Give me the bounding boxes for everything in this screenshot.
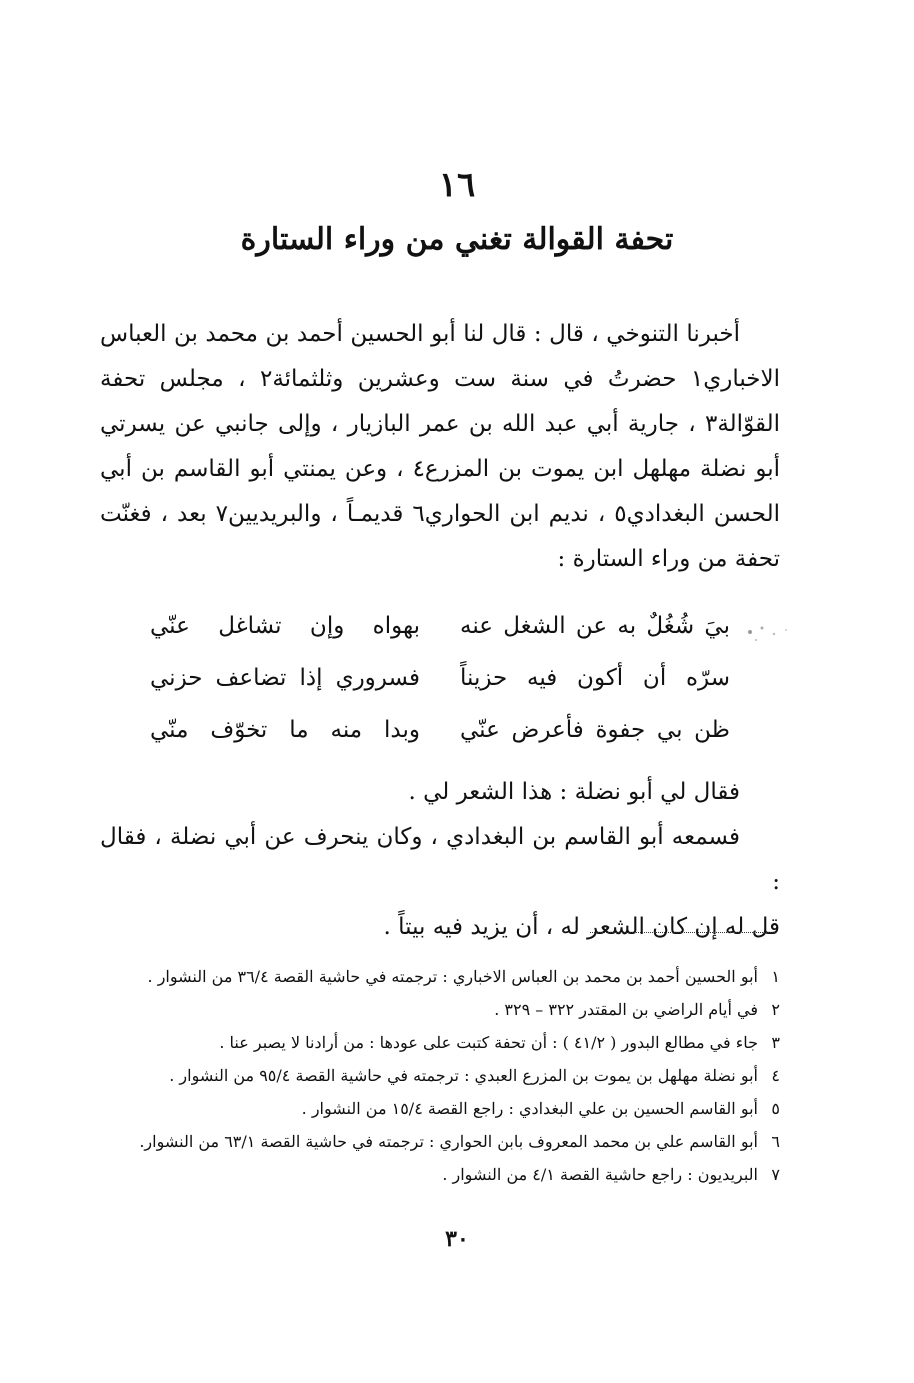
after-poem-line-2: فسمعه أبو القاسم بن البغدادي ، وكان ينحرف عن أبي نضلة ، فقال : (100, 824, 780, 895)
footnote-number: ٦ (771, 1132, 780, 1151)
poem-line (150, 652, 730, 704)
poem-hemistich-second: فسروري إذا تضاعف حزني (150, 665, 420, 691)
footnote (120, 1059, 780, 1092)
footnote-number: ١ (771, 967, 780, 986)
main-paragraph (100, 312, 780, 582)
footnote-text: أبو الحسين أحمد بن محمد بن العباس الاخباري : ترجمته في حاشية القصة ٣٦/٤ من النشوار . (147, 967, 758, 986)
paragraph-text: أخبرنا التنوخي ، قال : قال لنا أبو الحسين أحمد بن محمد بن العباس الاخباري١ حضرتُ في سنة ست وعشرين وثلثمائة٢ ، مجلس تحفة القوّالة٣ ، جارية أبي عبد الله بن عمر البازيار ، وإلى جانبي عن يسرتي أبو نضلة مهلهل ابن يموت بن المزرع٤ ، وعن يمنتي أبو القاسم بن أبي الحسن البغدادي٥ ، نديم ابن الحواري٦ قديمـاً ، والبريديين٧ بعد ، فغنّت تحفة من وراء الستارة : (100, 321, 781, 572)
footnote (120, 1026, 780, 1059)
footnote-text: أبو القاسم علي بن محمد المعروف بابن الحواري : ترجمته في حاشية القصة ٦٣/١ من النشوار. (139, 1132, 758, 1151)
footnote-text: أبو نضلة مهلهل بن يموت بن المزرع العبدي : ترجمته في حاشية القصة ٩٥/٤ من النشوار . (169, 1066, 758, 1085)
poem-hemistich-first: سرّه أن أكون فيه حزيناً (460, 665, 730, 691)
poem-line (150, 600, 730, 652)
footnote (120, 1092, 780, 1125)
poem-hemistich-second: وبدا منه ما تخوّف منّي (150, 717, 420, 743)
footnote-number: ٧ (771, 1165, 780, 1184)
poem (150, 600, 730, 756)
after-poem-line-3: قل له إن كان الشعر له ، أن يزيد فيه بيتاً . (383, 914, 780, 940)
footnote-number: ٢ (771, 1000, 780, 1019)
footnote-separator (590, 932, 775, 933)
after-poem-text (100, 770, 780, 950)
footnote-number: ٥ (771, 1099, 780, 1118)
ink-smudge-mark (740, 614, 800, 654)
footnote (120, 1125, 780, 1158)
poem-hemistich-first: بيَ شُغُلٌ به عن الشغل عنه (460, 613, 730, 639)
poem-hemistich-second: بهواه وإن تشاغل عنّي (150, 613, 420, 639)
footnote-text: جاء في مطالع البدور ( ٤١/٢ ) : أن تحفة كتبت على عودها : من أرادنا لا يصبر عنا . (219, 1033, 758, 1052)
footnote (120, 960, 780, 993)
chapter-number: ١٦ (438, 165, 476, 205)
footnotes (120, 960, 780, 1191)
footnote-text: البريديون : راجع حاشية القصة ٤/١ من النشوار . (442, 1165, 758, 1184)
footnote-text: أبو القاسم الحسين بن علي البغدادي : راجع القصة ١٥/٤ من النشوار . (301, 1099, 758, 1118)
poem-line (150, 704, 730, 756)
chapter-title: تحفة القوالة تغني من وراء الستارة (240, 222, 674, 257)
after-poem-line-1: فقال لي أبو نضلة : هذا الشعر لي . (408, 779, 740, 805)
footnote-number: ٤ (771, 1066, 780, 1085)
page-number: ٣٠ (445, 1226, 469, 1252)
footnote (120, 1158, 780, 1191)
footnote-text: في أيام الراضي بن المقتدر ٣٢٢ – ٣٢٩ . (494, 1000, 758, 1019)
footnote (120, 993, 780, 1026)
poem-hemistich-first: ظن بي جفوة فأعرض عنّي (460, 717, 730, 743)
footnote-number: ٣ (771, 1033, 780, 1052)
